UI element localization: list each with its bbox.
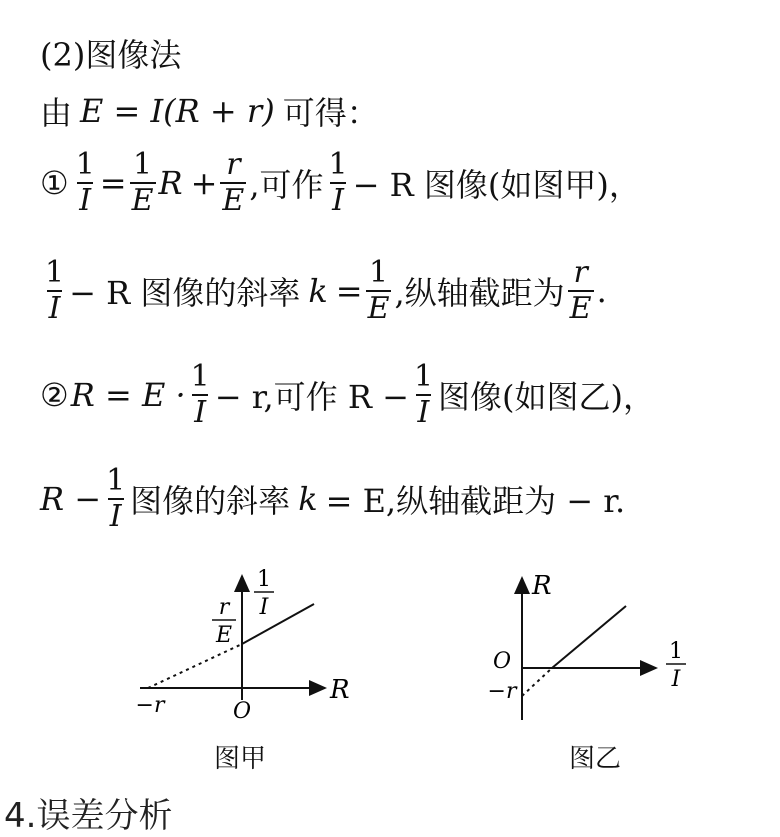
fraction-numerator: r	[573, 255, 588, 290]
partial-next-heading: 4.误差分析	[4, 796, 173, 836]
equation-line-2	[40, 147, 641, 218]
fraction-r-over-E	[220, 147, 246, 218]
fraction-denominator: I	[332, 183, 344, 218]
figure-yi-caption: 图乙	[568, 744, 621, 774]
solid-graph-line	[552, 606, 626, 668]
fraction-1-over-I	[189, 359, 212, 430]
heading-text: (2)图像法	[40, 36, 182, 74]
y-intercept-num: r	[218, 595, 230, 620]
line2-rest-text: − R 图像(如图甲)，	[352, 166, 641, 204]
line1-prefix: 由	[40, 94, 73, 132]
dotted-extension-line	[148, 644, 242, 688]
fraction-denominator: E	[131, 183, 154, 218]
fraction-numerator: 1	[190, 359, 210, 394]
plus-sign: +	[190, 164, 218, 202]
equals-sign: =	[99, 164, 127, 202]
fraction-1-over-I	[327, 147, 350, 218]
equation-line-5	[40, 463, 626, 534]
equation-line-4	[40, 359, 656, 430]
origin-label: O	[492, 649, 512, 674]
fraction-denominator: I	[109, 499, 122, 534]
variable-R: R	[158, 164, 183, 202]
figure-jia-graph	[120, 560, 360, 730]
fraction-denominator: I	[79, 183, 92, 218]
section-heading	[40, 30, 181, 76]
slope-symbol-k: k	[308, 272, 328, 310]
circled-marker-2: ②	[40, 376, 69, 414]
x-intercept-label: −r	[135, 693, 165, 718]
y-intercept-den: E	[215, 623, 233, 648]
fraction-numerator: 1	[413, 359, 434, 394]
fraction-numerator: 1	[368, 255, 389, 290]
fraction-numerator: r	[226, 147, 241, 182]
fraction-denominator: E	[569, 291, 592, 326]
x-axis-label: R	[330, 675, 350, 705]
line4-end-text: 图像(如图乙)，	[438, 378, 656, 416]
slope-symbol-k: k	[298, 480, 318, 518]
fraction-denominator: E	[367, 291, 390, 326]
line5-prefix: R −	[40, 480, 102, 518]
x-axis-label-num: 1	[669, 639, 683, 664]
fraction-numerator: 1	[133, 147, 153, 182]
fraction-numerator: 1	[106, 463, 126, 498]
y-axis-label-den: I	[259, 595, 269, 620]
x-axis-label-den: I	[671, 667, 681, 692]
fraction-numerator: 1	[328, 147, 348, 182]
fraction-denominator: I	[48, 291, 61, 326]
fraction-numerator: 1	[45, 255, 65, 290]
y-axis-label: R	[532, 571, 552, 601]
figure-yi-graph	[480, 570, 700, 730]
fraction-denominator: E	[222, 183, 245, 218]
line1-formula: E = I(R + r)	[80, 92, 275, 130]
line4-mid-text: − r,可作 R −	[214, 378, 409, 416]
solid-graph-line	[242, 604, 314, 644]
fraction-denominator: I	[194, 395, 207, 430]
fraction-r-over-E	[568, 255, 594, 326]
line5-text-1: 图像的斜率	[130, 482, 291, 520]
circled-marker-1: ①	[40, 164, 69, 202]
line2-mid-text: ,可作	[249, 166, 324, 204]
fraction-1-over-E	[130, 147, 156, 218]
equation-line-3	[40, 255, 607, 326]
dotted-extension-line	[522, 668, 552, 696]
line3-text-1: − R 图像的斜率	[69, 274, 301, 312]
fraction-denominator: I	[417, 395, 430, 430]
equation-line-1	[40, 88, 379, 134]
fraction-1-over-I	[74, 147, 97, 218]
origin-label: O	[232, 699, 252, 724]
fraction-1-over-I	[104, 463, 127, 534]
y-axis-label-num: 1	[257, 567, 271, 592]
line3-text-2: ,纵轴截距为	[394, 274, 565, 312]
fraction-1-over-I	[412, 359, 435, 430]
line5-text-2: = E,纵轴截距为 − r.	[325, 482, 626, 520]
y-intercept-label: −r	[487, 679, 517, 704]
line4-lhs: R = E ·	[70, 376, 186, 414]
line1-suffix: 可得：	[282, 94, 379, 132]
equals-sign: =	[335, 272, 363, 310]
line3-end: .	[596, 272, 607, 310]
fraction-1-over-E	[366, 255, 392, 326]
figure-jia-caption: 图甲	[213, 744, 266, 774]
fraction-1-over-I	[43, 255, 66, 326]
fraction-numerator: 1	[75, 147, 95, 182]
